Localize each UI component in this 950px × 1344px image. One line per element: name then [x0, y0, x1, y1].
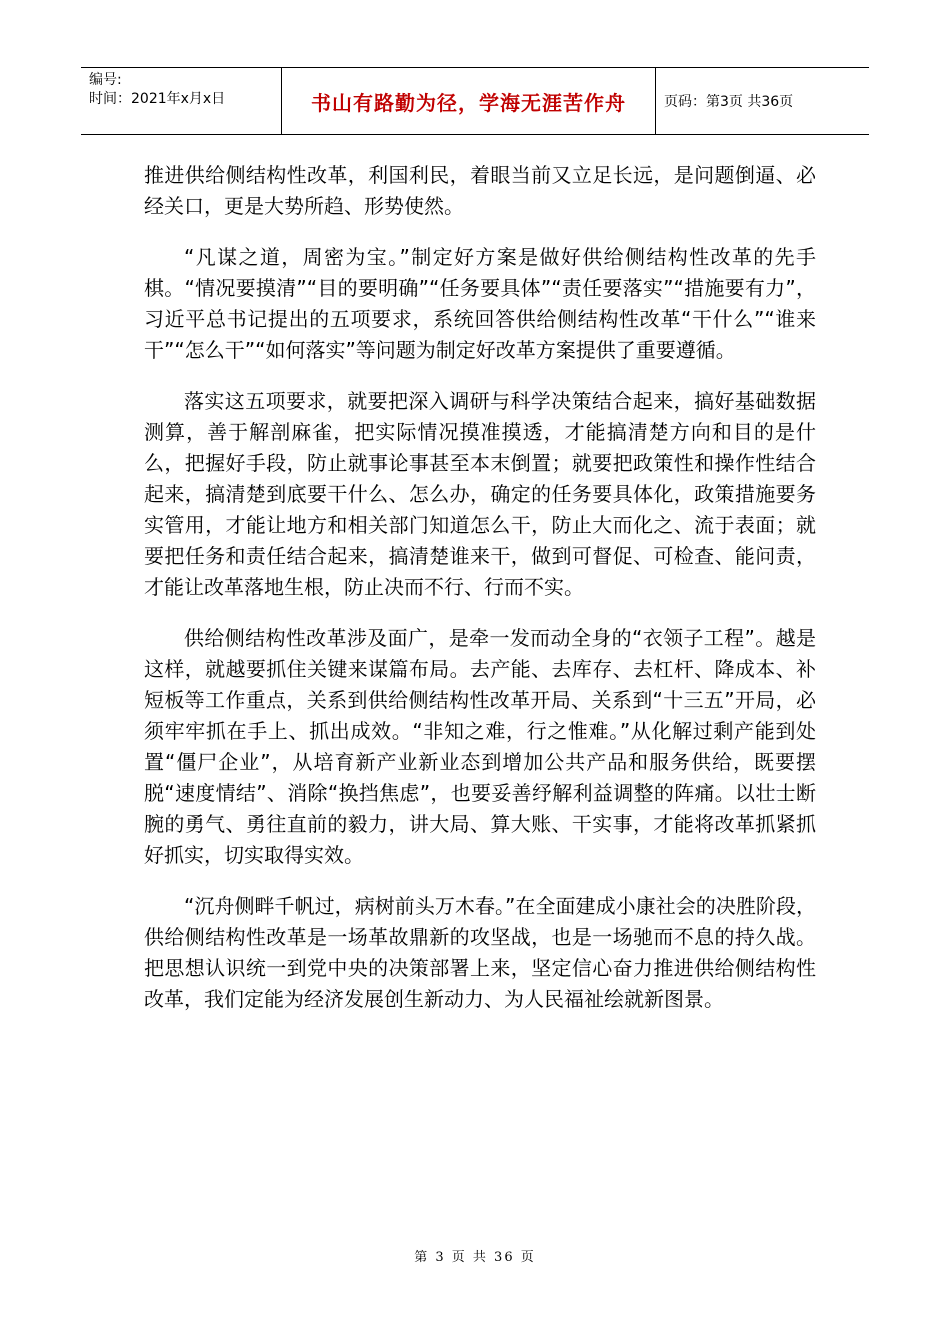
- header-meta: [81, 68, 282, 134]
- paragraph-5: “沉舟侧畔千帆过，病树前头万木春。”在全面建成小康社会的决胜阶段，供给侧结构性改革是一场革故鼎新的攻坚战，也是一场驰而不息的持久战。把思想认识统一到党中央的决策部署上来，坚定信心奋力推进供给侧结构性改革，我们定能为经济发展创生新动力、为人民福祉绘就新图景。: [144, 894, 816, 1011]
- document-code-label: 编号:: [89, 72, 122, 88]
- paragraph-1: 推进供给侧结构性改革，利国利民，着眼当前又立足长远，是问题倒逼、必经关口，更是大势所趋、形势使然。: [144, 163, 816, 218]
- paragraph-3: 落实这五项要求，就要把深入调研与科学决策结合起来，搞好基础数据测算，善于解剖麻雀，把实际情况摸准摸透，才能搞清楚方向和目的是什么，把握好手段，防止就事论事甚至本末倒置；就要把政策性和操作性结合起来，搞清楚到底要干什么、怎么办，确定的任务要具体化，政策措施要务实管用，才能让地方和相关部门知道怎么干，防止大而化之、流于表面；就要把任务和责任结合起来，搞清楚谁来干，做到可督促、可检查、能问责，才能让改革落地生根，防止决而不行、行而不实。: [144, 389, 816, 599]
- paragraph-4: 供给侧结构性改革涉及面广，是牵一发而动全身的“衣领子工程”。越是这样，就越要抓住关键来谋篇布局。去产能、去库存、去杠杆、降成本、补短板等工作重点，关系到供给侧结构性改革开局、关系到“十三五”开局，必须牢牢抓在手上、抓出成效。“非知之难，行之惟难。”从化解过剩产能到处置“僵尸企业”，从培育新产业新业态到增加公共产品和服务供给，既要摆脱“速度情结”、消除“换挡焦虑”，也要妥善纾解利益调整的阵痛。以壮士断腕的勇气、勇往直前的毅力，讲大局、算大账、干实事，才能将改革抓紧抓好抓实，切实取得实效。: [144, 626, 816, 867]
- page-footer: 第 3 页 共 36 页: [414, 1250, 536, 1265]
- header-motto: 书山有路勤为径，学海无涯苦作舟: [282, 68, 656, 134]
- document-time-label: 时间：2021年x月x日: [89, 91, 226, 107]
- header-page-number: 页码：第3页 共36页: [664, 94, 794, 110]
- paragraph-2: “凡谋之道，周密为宝。”制定好方案是做好供给侧结构性改革的先手棋。“情况要摸清”“目的要明确”“任务要具体”“责任要落实”“措施要有力”，习近平总书记提出的五项要求，系统回答供给侧结构性改革“干什么”“谁来干”“怎么干”“如何落实”等问题为制定好改革方案提供了重要遵循。: [144, 245, 816, 362]
- page-header: [81, 67, 869, 135]
- document-body: [144, 160, 816, 1035]
